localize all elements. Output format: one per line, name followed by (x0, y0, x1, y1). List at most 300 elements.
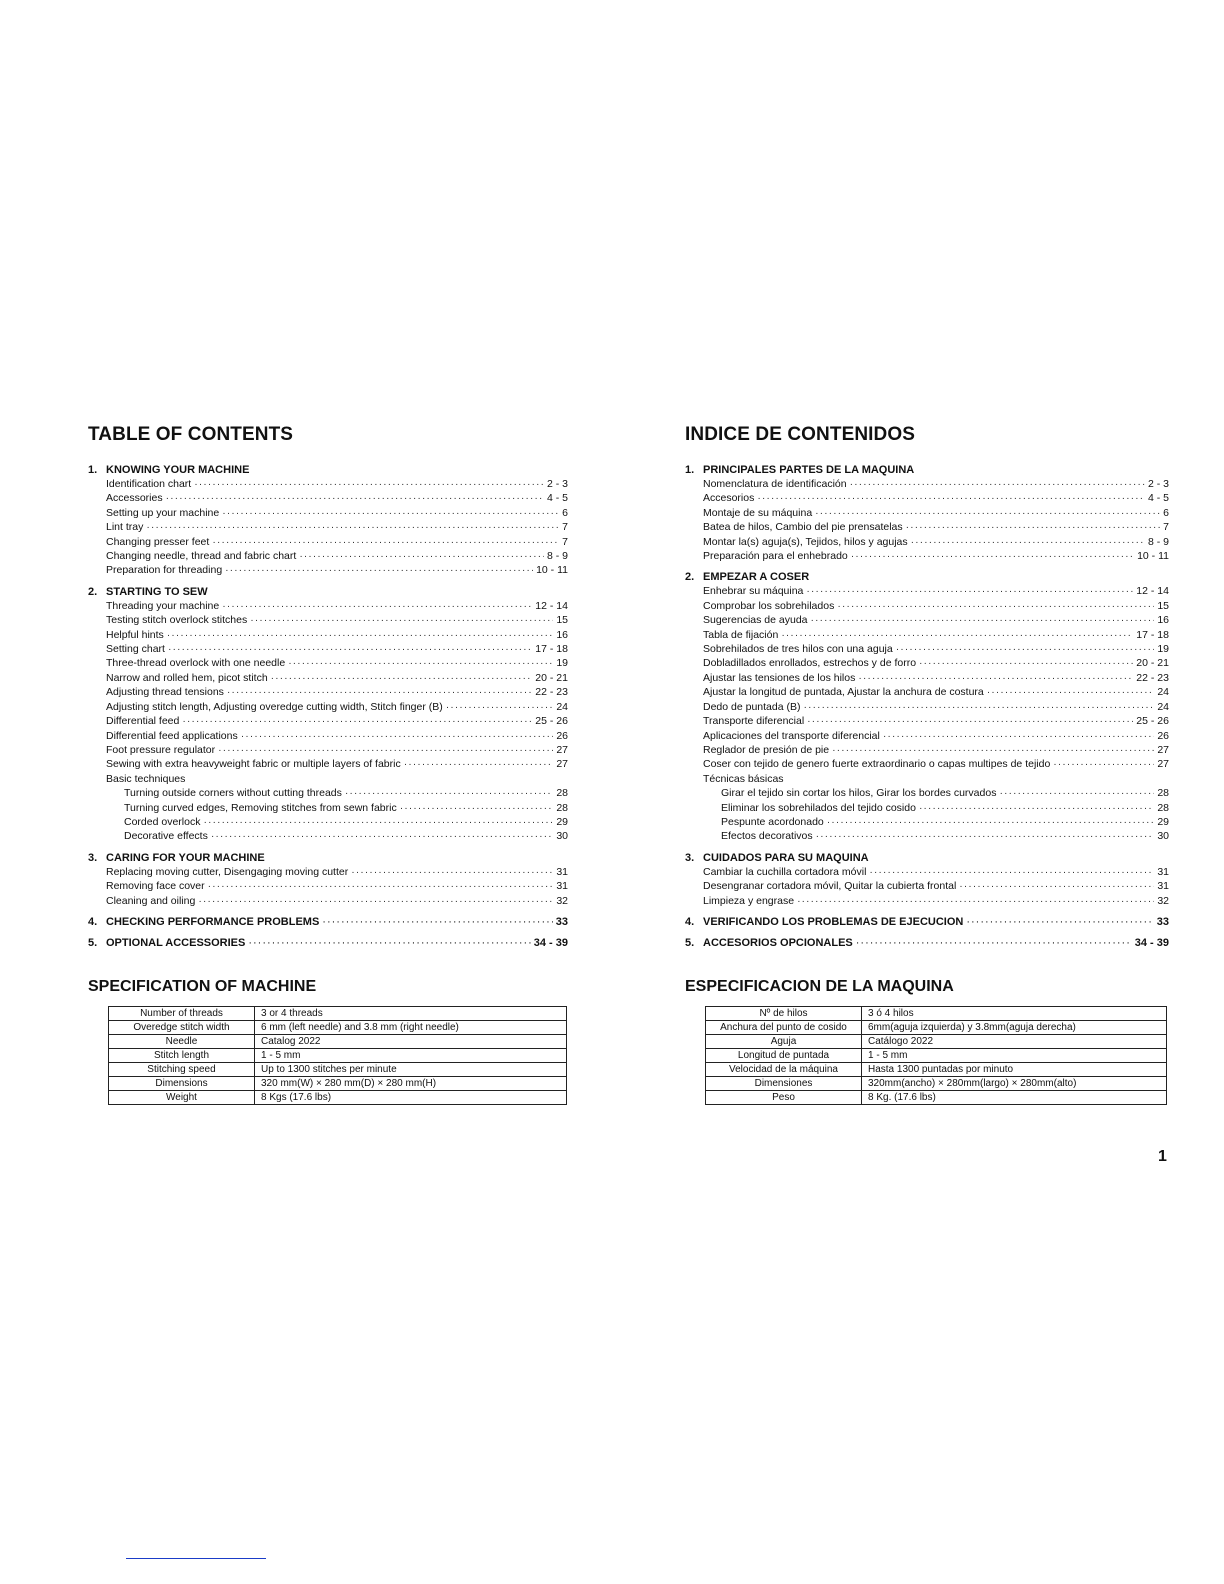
dot-leader (797, 894, 1154, 908)
toc-entry (106, 535, 568, 549)
section-title: PRINCIPALES PARTES DE LA MAQUINA (703, 464, 915, 476)
toc-entry (106, 879, 568, 893)
dot-leader (166, 491, 544, 505)
entry-page: 25 - 26 (535, 715, 568, 728)
dot-leader (446, 700, 554, 714)
spec-key: Weight (109, 1091, 255, 1105)
section-number: 5. (88, 936, 98, 949)
toc-entry (106, 801, 568, 815)
dot-leader (227, 685, 532, 699)
entry-page: 27 (556, 743, 568, 756)
dot-leader (869, 865, 1154, 879)
spec-value: 6mm(aguja izquierda) y 3.8mm(aguja derecha) (862, 1021, 1167, 1035)
dot-leader (218, 743, 553, 757)
entry-page: 32 (556, 894, 568, 907)
entry-label: Reglador de presión de pie (703, 743, 830, 756)
dot-leader (987, 685, 1155, 699)
toc-sections-spanish (685, 463, 1169, 950)
section-items (685, 584, 1169, 843)
entry-page: 19 (1157, 643, 1169, 656)
entry-page: 2 - 3 (546, 478, 568, 490)
entry-page: 6 (562, 506, 568, 519)
spec-row (706, 1077, 1167, 1091)
section-number: 2. (685, 571, 695, 584)
toc-entry (703, 628, 1169, 642)
spec-key: Longitud de puntada (706, 1049, 862, 1063)
entry-page: 7 (1163, 521, 1169, 534)
toc-entry (703, 786, 1169, 800)
toc-entry (106, 894, 568, 908)
entry-label: Helpful hints (106, 628, 164, 641)
entry-label: Preparación para el enhebrado (703, 550, 848, 563)
entry-label: Corded overlock (124, 815, 201, 828)
toc-entry (106, 743, 568, 757)
entry-page: 10 - 11 (536, 564, 568, 577)
toc-section (88, 915, 568, 929)
dot-leader (167, 628, 554, 642)
entry-page: 24 (1157, 700, 1169, 713)
entry-page: 31 (1157, 880, 1169, 893)
entry-label: Adjusting thread tensions (106, 686, 224, 699)
toc-entry (703, 743, 1169, 757)
entry-label: Eliminar los sobrehilados del tejido cosido (721, 801, 916, 814)
section-heading (88, 463, 568, 477)
dot-leader (248, 936, 530, 950)
dot-leader (322, 915, 552, 929)
entry-label: Preparation for threading (106, 564, 223, 577)
spec-value: 320 mm(W) × 280 mm(D) × 280 mm(H) (255, 1077, 567, 1091)
section-number: 2. (88, 585, 98, 598)
dot-leader (250, 613, 553, 627)
toc-entry (106, 613, 568, 627)
toc-entry (703, 477, 1169, 491)
entry-page: 31 (1157, 865, 1169, 878)
dot-leader (815, 506, 1160, 520)
entry-page: 31 (556, 865, 568, 878)
entry-label: Transporte diferencial (703, 715, 805, 728)
section-items (685, 477, 1169, 563)
toc-entry (703, 506, 1169, 520)
dot-leader (959, 879, 1154, 893)
toc-entry (106, 563, 568, 577)
spec-key: Stitch length (109, 1049, 255, 1063)
entry-label: Lint tray (106, 521, 144, 534)
dot-leader (198, 894, 553, 908)
toc-entry (106, 829, 568, 843)
entry-page: 25 - 26 (1136, 715, 1169, 728)
spec-row (109, 1021, 567, 1035)
toc-entry (106, 642, 568, 656)
toc-entry (106, 700, 568, 714)
section-heading (88, 585, 568, 599)
dot-leader (208, 879, 554, 893)
toc-entry (106, 599, 568, 613)
dot-leader (803, 700, 1154, 714)
toc-section (685, 936, 1169, 950)
entry-label: Replacing moving cutter, Disengaging moving cutter (106, 865, 349, 878)
entry-page: 15 (1157, 599, 1169, 612)
page-number: 1 (1158, 1148, 1167, 1165)
dot-leader (919, 656, 1133, 670)
dot-leader (781, 628, 1133, 642)
toc-entry (703, 894, 1169, 908)
dot-leader (851, 549, 1134, 563)
spec-key: Nº de hilos (706, 1007, 862, 1021)
dot-leader (856, 936, 1132, 950)
entry-page: 29 (1157, 815, 1169, 828)
english-toc-column (88, 424, 568, 957)
toc-entry (703, 671, 1169, 685)
toc-entry (703, 865, 1169, 879)
entry-label: Narrow and rolled hem, picot stitch (106, 671, 268, 684)
spec-value: 8 Kg. (17.6 lbs) (862, 1091, 1167, 1105)
section-items (685, 865, 1169, 908)
spec-key: Anchura del punto de cosido (706, 1021, 862, 1035)
entry-page: 2 - 3 (1147, 478, 1169, 490)
toc-entry (703, 815, 1169, 829)
entry-label: Montaje de su máquina (703, 506, 813, 519)
entry-page: 20 - 21 (535, 671, 568, 684)
toc-entry (703, 685, 1169, 699)
dot-leader (906, 520, 1161, 534)
toc-entry (703, 584, 1169, 598)
toc-entry (703, 599, 1169, 613)
entry-page: 24 (556, 700, 568, 713)
entry-page: 22 - 23 (1136, 671, 1169, 684)
spec-row (109, 1049, 567, 1063)
section-number: 4. (685, 915, 695, 928)
entry-page: 16 (1157, 614, 1169, 627)
entry-label: Sobrehilados de tres hilos con una aguja (703, 643, 893, 656)
toc-entry (106, 815, 568, 829)
section-number: 3. (88, 851, 98, 864)
dot-leader (271, 671, 533, 685)
toc-entry (106, 685, 568, 699)
spec-value: 3 ó 4 hilos (862, 1007, 1167, 1021)
dot-leader (816, 829, 1155, 843)
entry-label: Girar el tejido sin cortar los hilos, Girar los bordes curvados (721, 787, 997, 800)
dot-leader (400, 801, 554, 815)
toc-entry (106, 506, 568, 520)
dot-leader (850, 477, 1145, 491)
entry-label: Aplicaciones del transporte diferencial (703, 729, 880, 742)
section-items (88, 599, 568, 844)
spec-row (706, 1091, 1167, 1105)
entry-label: Adjusting stitch length, Adjusting overedge cutting width, Stitch finger (B) (106, 700, 443, 713)
dot-leader (203, 815, 553, 829)
dot-leader (832, 743, 1154, 757)
entry-label: Setting up your machine (106, 506, 220, 519)
entry-label: Differential feed applications (106, 729, 238, 742)
spec-key: Needle (109, 1035, 255, 1049)
footer-rule (126, 1558, 266, 1559)
toc-entry (703, 656, 1169, 670)
dot-leader (807, 714, 1133, 728)
section-items (88, 865, 568, 908)
spanish-toc-column (685, 424, 1169, 957)
dot-leader (837, 599, 1154, 613)
spec-value: Hasta 1300 puntadas por minuto (862, 1063, 1167, 1077)
entry-page: 32 (1157, 894, 1169, 907)
dot-leader (757, 491, 1145, 505)
toc-entry (106, 520, 568, 534)
entry-label: Dobladillados enrollados, estrechos y de forro (703, 657, 917, 670)
entry-label: Cleaning and oiling (106, 894, 196, 907)
entry-label: Three-thread overlock with one needle (106, 657, 286, 670)
spec-key: Velocidad de la máquina (706, 1063, 862, 1077)
section-number: 1. (88, 464, 98, 476)
toc-entry (106, 729, 568, 743)
toc-title-english: TABLE OF CONTENTS (88, 424, 294, 445)
spec-title-english: SPECIFICATION OF MACHINE (88, 978, 317, 995)
toc-entry (703, 642, 1169, 656)
section-items (88, 477, 568, 578)
entry-label: Sugerencias de ayuda (703, 614, 808, 627)
section-heading (88, 851, 568, 865)
spec-value: Up to 1300 stitches per minute (255, 1063, 567, 1077)
spec-key: Dimensions (109, 1077, 255, 1091)
dot-leader (351, 865, 553, 879)
entry-label: Decorative effects (124, 830, 208, 843)
entry-label: Removing face cover (106, 880, 205, 893)
dot-leader (222, 506, 559, 520)
entry-page: 19 (556, 657, 568, 670)
toc-title-spanish: INDICE DE CONTENIDOS (685, 424, 916, 445)
section-title: CARING FOR YOUR MACHINE (106, 851, 265, 864)
entry-page: 12 - 14 (535, 599, 568, 612)
toc-section (685, 570, 1169, 843)
dot-leader (212, 535, 559, 549)
section-number: 1. (685, 464, 695, 476)
toc-entry (106, 714, 568, 728)
spec-value: Catálogo 2022 (862, 1035, 1167, 1049)
toc-entry (703, 772, 1169, 786)
dot-leader (1053, 757, 1154, 771)
section-title: KNOWING YOUR MACHINE (106, 464, 250, 476)
section-heading (685, 936, 1169, 950)
dot-leader (146, 520, 559, 534)
spec-value: 1 - 5 mm (862, 1049, 1167, 1063)
spec-row (109, 1077, 567, 1091)
entry-page: 17 - 18 (535, 643, 568, 656)
toc-entry (703, 714, 1169, 728)
entry-label: Identification chart (106, 478, 192, 490)
dot-leader (966, 915, 1153, 929)
toc-entry (106, 628, 568, 642)
section-title: EMPEZAR A COSER (703, 571, 810, 584)
entry-label: Coser con tejido de genero fuerte extraordinario o capas multipes de tejido (703, 758, 1051, 771)
toc-entry (703, 535, 1169, 549)
entry-label: Cambiar la cuchilla cortadora móvil (703, 865, 867, 878)
entry-label: Ajustar las tensiones de los hilos (703, 671, 856, 684)
dot-leader (168, 642, 532, 656)
dot-leader (404, 757, 554, 771)
spec-row (706, 1007, 1167, 1021)
entry-label: Turning curved edges, Removing stitches from sewn fabric (124, 801, 397, 814)
spec-row (109, 1063, 567, 1077)
toc-entry (106, 671, 568, 685)
spec-title-spanish: ESPECIFICACION DE LA MAQUINA (685, 978, 954, 995)
toc-entry (703, 879, 1169, 893)
spec-key: Peso (706, 1091, 862, 1105)
entry-page: 8 - 9 (1147, 535, 1169, 548)
spec-value: 3 or 4 threads (255, 1007, 567, 1021)
toc-entry (703, 491, 1169, 505)
entry-label: Accessories (106, 492, 163, 505)
toc-section (88, 851, 568, 908)
entry-page: 28 (1157, 787, 1169, 800)
section-title: STARTING TO SEW (106, 585, 208, 598)
entry-label: Batea de hilos, Cambio del pie prensatelas (703, 521, 903, 534)
entry-page: 29 (556, 815, 568, 828)
spec-row (706, 1021, 1167, 1035)
entry-label: Accesorios (703, 492, 755, 505)
dot-leader (883, 729, 1154, 743)
dot-leader (811, 613, 1155, 627)
entry-label: Changing needle, thread and fabric chart (106, 550, 297, 563)
section-title: CHECKING PERFORMANCE PROBLEMS (106, 915, 320, 928)
toc-section (88, 936, 568, 950)
dot-leader (182, 714, 532, 728)
spec-table-spanish (705, 1006, 1167, 1105)
spec-row (109, 1091, 567, 1105)
entry-page: 31 (556, 880, 568, 893)
entry-page: 6 (1163, 506, 1169, 519)
entry-page: 10 - 11 (1137, 550, 1169, 563)
entry-page: 8 - 9 (546, 550, 568, 563)
entry-page: 26 (556, 729, 568, 742)
dot-leader (806, 584, 1133, 598)
section-title: VERIFICANDO LOS PROBLEMAS DE EJECUCION (703, 915, 964, 928)
entry-page: 24 (1157, 686, 1169, 699)
dot-leader (345, 786, 553, 800)
section-heading (88, 936, 568, 950)
toc-entry (703, 520, 1169, 534)
spec-key: Number of threads (109, 1007, 255, 1021)
section-heading (685, 851, 1169, 865)
entry-page: 4 - 5 (1147, 492, 1169, 505)
entry-page: 20 - 21 (1136, 657, 1169, 670)
dot-leader (225, 563, 533, 577)
entry-label: Desengranar cortadora móvil, Quitar la cubierta frontal (703, 880, 957, 893)
entry-page: 30 (1157, 830, 1169, 843)
entry-page: 4 - 5 (546, 492, 568, 505)
section-heading (685, 570, 1169, 584)
entry-label: Turning outside corners without cutting threads (124, 787, 342, 800)
entry-label: Comprobar los sobrehilados (703, 599, 835, 612)
entry-label: Foot pressure regulator (106, 743, 216, 756)
entry-label: Limpieza y engrase (703, 894, 795, 907)
entry-page: 28 (556, 801, 568, 814)
entry-label: Enhebrar su máquina (703, 585, 804, 598)
spec-row (109, 1007, 567, 1021)
entry-label: Threading your machine (106, 599, 220, 612)
spec-key: Dimensiones (706, 1077, 862, 1091)
entry-page: 27 (1157, 758, 1169, 771)
spec-key: Overedge stitch width (109, 1021, 255, 1035)
entry-label: Pespunte acordonado (721, 815, 824, 828)
spec-row (706, 1035, 1167, 1049)
toc-entry (106, 477, 568, 491)
toc-entry (703, 613, 1169, 627)
entry-page: 17 - 18 (1136, 628, 1169, 641)
dot-leader (299, 549, 544, 563)
spec-value: 8 Kgs (17.6 lbs) (255, 1091, 567, 1105)
section-page: 34 - 39 (1134, 936, 1169, 949)
toc-entry (106, 549, 568, 563)
toc-section (685, 915, 1169, 929)
dot-leader (911, 535, 1145, 549)
entry-label: Ajustar la longitud de puntada, Ajustar la anchura de costura (703, 686, 984, 699)
section-title: ACCESORIOS OPCIONALES (703, 936, 853, 949)
section-title: OPTIONAL ACCESSORIES (106, 936, 246, 949)
section-page: 33 (555, 915, 568, 928)
toc-sections-english (88, 463, 568, 950)
toc-section (88, 463, 568, 578)
entry-page: 12 - 14 (1136, 585, 1169, 598)
toc-entry (703, 700, 1169, 714)
entry-label: Basic techniques (106, 772, 186, 785)
entry-page: 16 (556, 628, 568, 641)
entry-label: Dedo de puntada (B) (703, 700, 801, 713)
spec-row (706, 1063, 1167, 1077)
spec-key: Stitching speed (109, 1063, 255, 1077)
toc-section (88, 585, 568, 844)
spec-value: Catalog 2022 (255, 1035, 567, 1049)
dot-leader (919, 801, 1154, 815)
entry-page: 28 (1157, 801, 1169, 814)
entry-page: 30 (556, 830, 568, 843)
entry-label: Técnicas básicas (703, 772, 784, 785)
dot-leader (858, 671, 1133, 685)
dot-leader (194, 477, 544, 491)
toc-section (685, 851, 1169, 908)
toc-entry (703, 829, 1169, 843)
dot-leader (241, 729, 554, 743)
entry-page: 28 (556, 787, 568, 800)
toc-entry (703, 549, 1169, 563)
spec-key: Aguja (706, 1035, 862, 1049)
toc-entry (106, 757, 568, 771)
dot-leader (999, 786, 1154, 800)
entry-label: Efectos decorativos (721, 830, 813, 843)
toc-entry (703, 757, 1169, 771)
entry-page: 22 - 23 (535, 686, 568, 699)
spec-value: 6 mm (left needle) and 3.8 mm (right needle) (255, 1021, 567, 1035)
spec-table-english (108, 1006, 567, 1105)
toc-section (685, 463, 1169, 563)
entry-page: 7 (562, 521, 568, 534)
section-number: 5. (685, 936, 695, 949)
section-page: 33 (1156, 915, 1169, 928)
section-heading (685, 463, 1169, 477)
dot-leader (827, 815, 1155, 829)
section-heading (685, 915, 1169, 929)
dot-leader (896, 642, 1155, 656)
section-page: 34 - 39 (533, 936, 568, 949)
toc-entry (106, 772, 568, 786)
spec-row (109, 1035, 567, 1049)
entry-page: 27 (556, 758, 568, 771)
entry-label: Nomenclatura de identificación (703, 478, 847, 490)
entry-label: Setting chart (106, 643, 165, 656)
toc-entry (703, 729, 1169, 743)
entry-label: Sewing with extra heavyweight fabric or multiple layers of fabric (106, 758, 401, 771)
spec-value: 1 - 5 mm (255, 1049, 567, 1063)
section-heading (88, 915, 568, 929)
section-title: CUIDADOS PARA SU MAQUINA (703, 851, 869, 864)
entry-label: Montar la(s) aguja(s), Tejidos, hilos y agujas (703, 535, 908, 548)
